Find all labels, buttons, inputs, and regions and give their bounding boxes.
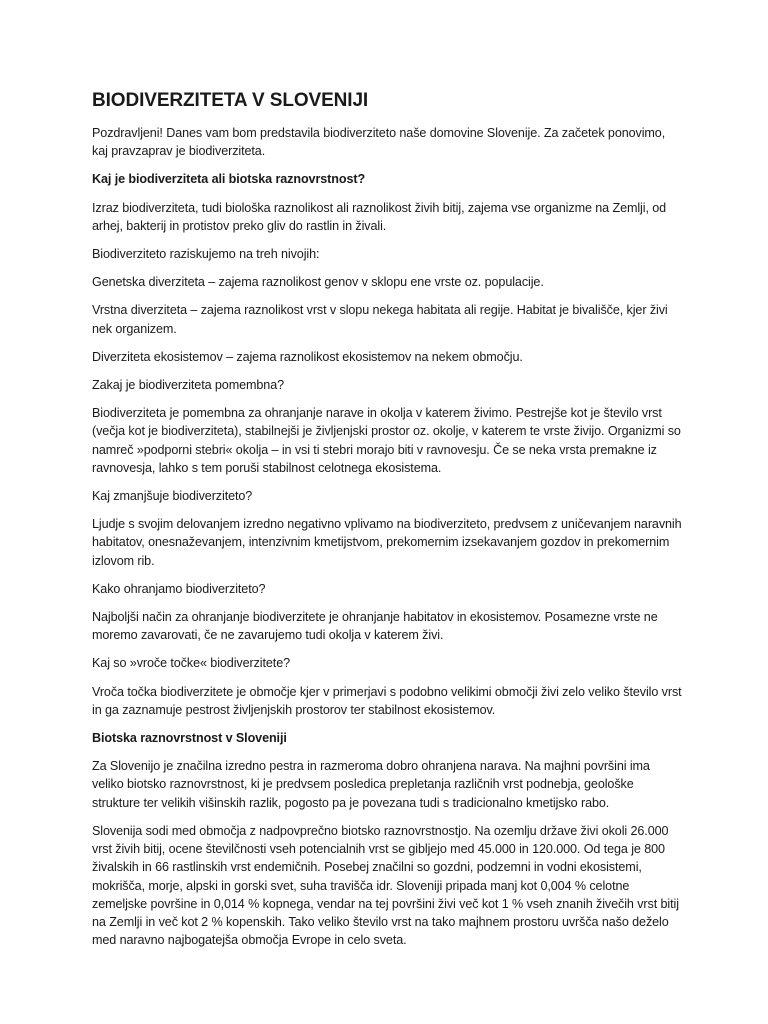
document-title: BIODIVERZITETA V SLOVENIJI [92, 90, 369, 111]
intro-paragraph: Pozdravljeni! Danes vam bom predstavila biodiverziteto naše domovine Slovenije. Za začetek ponovimo, kaj pravzaprav je biodiverziteta. [92, 126, 666, 159]
question-what-reduces: Kaj zmanjšuje biodiverziteto? [92, 489, 253, 504]
document-page [92, 90, 684, 959]
slovenia-statistics-paragraph: Slovenija sodi med območja z nadpovprečno biotsko raznovrstnostjo. Na ozemlju države živi okoli 26.000 vrst živih bitij, ocene številčnosti vseh potencialnih vrst se gibljejo med 45.000 in 120.000. Od tega je 800 živalskih in 66 rastlinskih vrst endemičnih. Posebej značilni so gozdni, podzemni in vodni ekosistemi, mokrišča, morje, alpski in gorski svet, suha travišča idr. Sloveniji pripada manj kot 0,004 % celotne zemeljske površine in 0,014 % kopnega, vendar na tej površini živi več kot 1 % vseh znanih živečih vrst bitij na Zemlji in več kot 2 % kopenskih. Tako veliko število vrst na tako majhnem prostoru uvršča našo deželo med naravno najbogatejša območja Evrope in celo sveta. [92, 823, 679, 948]
ecosystem-diversity-paragraph: Diverziteta ekosistemov – zajema raznolikost ekosistemov na nekem območju. [92, 349, 523, 364]
threats-paragraph: Ljudje s svojim delovanjem izredno negativno vplivamo na biodiverziteto, predvsem z uničevanjem naravnih habitatov, onesnaževanjem, intenzivnim kmetijstvom, prekomernim izsekavanjem gozdov in prekomernim izlovom rib. [92, 517, 682, 568]
question-hotspots: Kaj so »vroče točke« biodiverzitete? [92, 656, 291, 671]
section-heading-slovenia: Biotska raznovrstnost v Sloveniji [92, 731, 287, 746]
importance-paragraph: Biodiverziteta je pomembna za ohranjanje narave in okolja v katerem živimo. Pestrejše kot je število vrst (večja kot je biodiverziteta), stabilnejši je življenjski prostor oz. okolje, v katerem te vrste živijo. Organizmi so namreč »podporni stebri« okolja – in vsi ti stebri morajo biti v ravnovesju. Če se neka vrsta premakne iz ravnovesja, lahko s tem poruši stabilnost celotnega ekosistema. [92, 406, 681, 475]
question-how-preserve: Kako ohranjamo biodiverziteto? [92, 581, 266, 596]
slovenia-nature-paragraph: Za Slovenijo je značilna izredno pestra in razmeroma dobro ohranjena narava. Na majhni površini ima veliko biotsko raznovrstnost, ki je predvsem posledica prepletanja različnih vrst podnebja, geološke strukture ter velikih višinskih razlik, pogosto pa je povezana tudi s tradicionalno kmetijsko rabo. [92, 759, 650, 810]
levels-intro-paragraph: Biodiverziteto raziskujemo na treh nivojih: [92, 247, 320, 262]
hotspots-paragraph: Vroča točka biodiverzitete je območje kjer v primerjavi s podobno velikimi območji živi zelo veliko število vrst in ga zaznamuje pestrost življenjskih prostorov ter stabilnost ekosistemov. [92, 684, 682, 717]
section-heading-what-is: Kaj je biodiverziteta ali biotska raznovrstnost? [92, 172, 366, 187]
preservation-paragraph: Najboljši način za ohranjanje biodiverzitete je ohranjanje habitatov in ekosistemov. Posamezne vrste ne moremo zavarovati, če ne zavarujemo tudi okolja v katerem živi. [92, 610, 658, 643]
species-diversity-paragraph: Vrstna diverziteta – zajema raznolikost vrst v slopu nekega habitata ali regije. Habitat je bivališče, kjer živi nek organizem. [92, 303, 668, 336]
definition-paragraph: Izraz biodiverziteta, tudi biološka raznolikost ali raznolikost živih bitij, zajema vse organizme na Zemlji, od arhej, bakterij in protistov preko gliv do rastlin in živali. [92, 200, 667, 233]
question-why-important: Zakaj je biodiverziteta pomembna? [92, 378, 285, 393]
genetic-diversity-paragraph: Genetska diverziteta – zajema raznolikost genov v sklopu ene vrste oz. populacije. [92, 275, 544, 290]
